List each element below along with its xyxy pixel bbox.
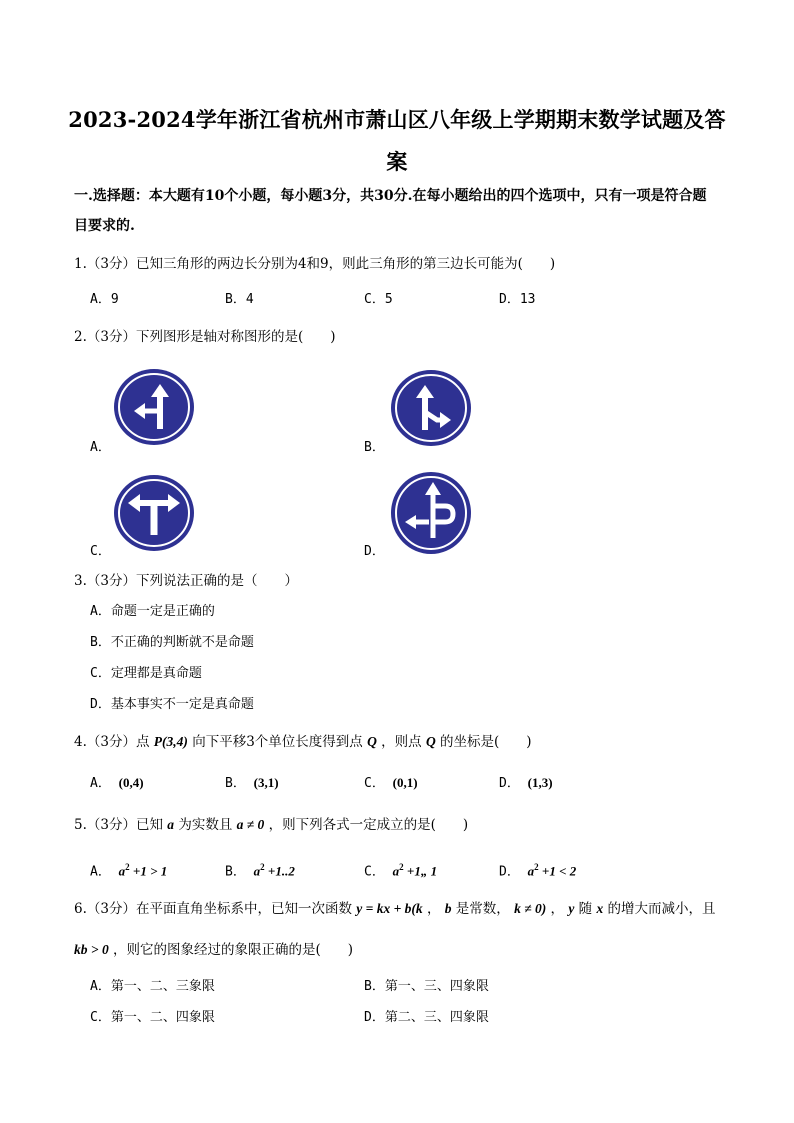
q4-option-c-value: (0,1) <box>392 775 418 790</box>
q4-option-d <box>499 776 553 791</box>
q3-option-c: C．定理都是真命题 <box>90 666 202 681</box>
q6-number: 6.（3分）在平面直角坐标系中，已知一次函数 <box>74 901 352 917</box>
q1-option-a: A．9 <box>90 292 119 307</box>
q4-option-b-label: B． <box>225 776 246 791</box>
q5-option-a-var: a <box>118 863 126 879</box>
q6-kb-condition: kb > 0 <box>74 942 109 957</box>
q4-option-a-label: A． <box>90 776 111 791</box>
q5-option-d-expr: +1 < 2 <box>538 863 577 879</box>
q5-option-d: D． $a^2 +1 < 2$ <box>499 862 577 880</box>
q4-text-mid: 向下平移3个单位长度得到点 <box>192 734 363 750</box>
q4-option-d-label: D． <box>499 776 520 791</box>
q1-option-d: D．13 <box>499 292 536 307</box>
q6-text-mid: ， <box>426 901 441 917</box>
q5-option-b: B． $a^2 +1..2$ <box>225 862 295 880</box>
q4-point-p: P(3,4) <box>153 734 188 749</box>
q5-option-b-label: B． <box>225 864 246 880</box>
q4-option-c <box>364 776 418 791</box>
q5-option-c-expr: +1„ 1 <box>403 863 438 879</box>
q5-var-a: a <box>167 817 175 832</box>
q6-option-d: D．第二、三、四象限 <box>364 1010 489 1025</box>
q5-number: 5.（3分）已知 <box>74 817 163 833</box>
q3-option-a: A．命题一定是正确的 <box>90 604 215 619</box>
q6-function: y = kx + b(k <box>356 901 423 916</box>
question-2-stem: 2.（3分）下列图形是轴对称图形的是( ) <box>74 329 336 345</box>
question-3-stem: 3.（3分）下列说法正确的是（ ） <box>74 573 298 589</box>
q6-line2-end: ，则它的图象经过的象限正确的是( ) <box>113 942 354 958</box>
q5-option-b-var: a <box>253 863 261 879</box>
q5-option-c: C． $a^2$ +1„ 1 <box>364 862 438 880</box>
page-title-line2: 案 <box>386 149 408 174</box>
q4-text-mid2: ，则点 <box>381 734 422 750</box>
q6-text-mid2: 是常数， <box>455 901 510 917</box>
question-5-stem <box>74 818 468 832</box>
q4-option-a <box>90 776 144 791</box>
q5-condition: a ≠ 0 <box>236 817 265 832</box>
q4-text-end: 的坐标是( ) <box>439 734 532 750</box>
q4-option-a-value: (0,4) <box>118 775 144 790</box>
q5-option-b-expr: +1..2 <box>264 863 295 879</box>
q6-var-y: y <box>568 901 575 916</box>
q5-text-mid: 为实数且 <box>178 817 233 833</box>
q5-option-c-label: C． <box>364 864 385 880</box>
section-heading-line1: 一.选择题：本大题有10个小题，每小题3分，共30分.在每小题给出的四个选项中，只有一项是符合题 <box>74 188 707 204</box>
q1-option-c: C．5 <box>364 292 393 307</box>
question-4-stem <box>74 735 532 749</box>
q2-option-c-label: C． <box>90 544 111 559</box>
question-6-stem-line1 <box>74 902 715 916</box>
q2-option-d-label: D． <box>364 544 385 559</box>
question-1-stem: 1.（3分）已知三角形的两边长分别为4和9，则此三角形的第三边长可能为( ) <box>74 256 556 272</box>
q4-option-c-label: C． <box>364 776 385 791</box>
q5-option-d-var: a <box>527 863 535 879</box>
q6-text-mid3: ， <box>550 901 565 917</box>
q5-option-c-var: a <box>392 863 400 879</box>
page-title-line1: 2023-2024学年浙江省杭州市萧山区八年级上学期期末数学试题及答 <box>68 107 726 132</box>
q2-sign-b-straight-or-right <box>389 368 473 448</box>
q1-option-b: B．4 <box>225 292 254 307</box>
q6-text-end: 的增大而减小，且 <box>607 901 716 917</box>
q2-sign-d-straight-left-parking <box>389 470 473 556</box>
q2-option-b-label: B． <box>364 440 385 455</box>
q5-option-a: A． $a^2 +1 > 1$ <box>90 862 168 880</box>
q4-option-b-value: (3,1) <box>253 775 279 790</box>
q4-point-q: Q <box>367 734 377 749</box>
question-6-stem-line2 <box>74 943 353 957</box>
q4-option-b <box>225 776 279 791</box>
q6-text-mid4: 随 <box>578 901 593 917</box>
section-heading-line2: 目要求的. <box>74 218 135 234</box>
q2-sign-a-straight-or-left <box>112 367 196 447</box>
q6-option-a: A．第一、二、三象限 <box>90 979 215 994</box>
q5-option-a-label: A． <box>90 864 111 880</box>
q5-option-d-label: D． <box>499 864 520 880</box>
q6-condition: k ≠ 0) <box>514 901 547 916</box>
q4-option-d-value: (1,3) <box>527 775 553 790</box>
q6-var-x: x <box>596 901 604 916</box>
q6-option-b: B．第一、三、四象限 <box>364 979 489 994</box>
q3-option-b: B．不正确的判断就不是命题 <box>90 635 254 650</box>
q4-number: 4.（3分）点 <box>74 734 150 750</box>
q5-text-end: ，则下列各式一定成立的是( ) <box>268 817 469 833</box>
q4-point-q2: Q <box>425 734 436 749</box>
q3-option-d: D．基本事实不一定是真命题 <box>90 697 254 712</box>
q2-option-a-label: A． <box>90 440 111 455</box>
q6-var-b: b <box>444 901 452 916</box>
q2-sign-c-left-or-right <box>112 473 196 553</box>
q6-option-c: C．第一、二、四象限 <box>90 1010 215 1025</box>
q5-option-a-expr: +1 > 1 <box>129 863 168 879</box>
